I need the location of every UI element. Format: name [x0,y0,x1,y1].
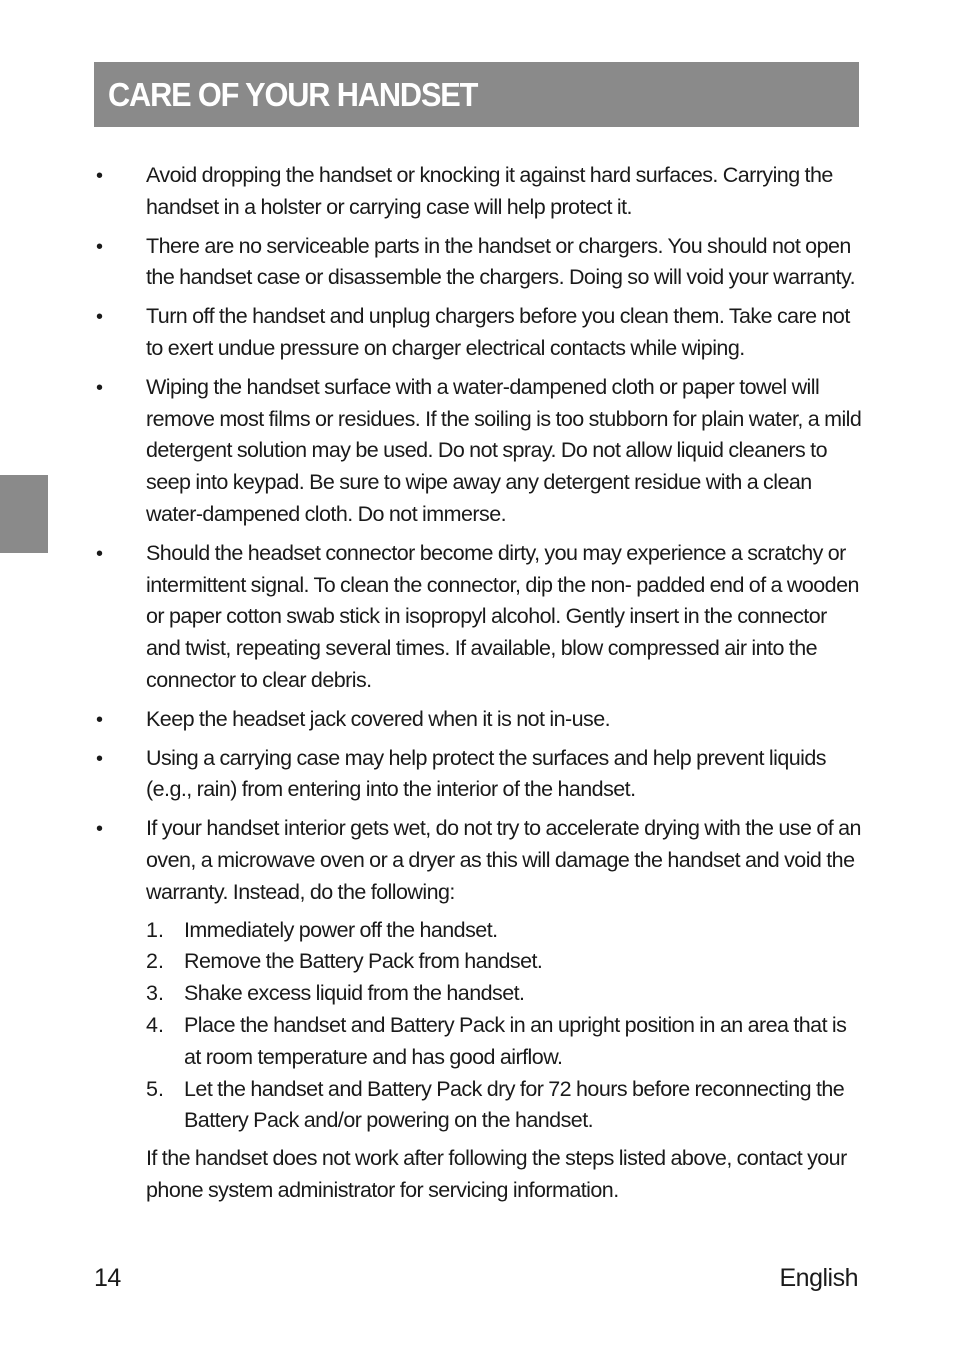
bullet-icon: • [96,376,104,399]
bullet-icon: • [96,165,104,187]
step-item [146,1074,864,1138]
bullet-icon: • [96,708,104,731]
step-number: 5. [146,1076,164,1101]
bullet-item [94,743,864,807]
bullet-icon: • [96,235,104,258]
step-number: 2. [146,949,164,974]
bullet-item [94,538,864,697]
page-number: 14 [94,1264,121,1292]
section-side-tab [0,475,48,553]
bullet-icon: • [96,818,104,841]
care-bullet-list [94,160,864,1207]
step-text: Remove the Battery Pack from handset. [184,949,543,974]
bullet-item [94,301,864,365]
step-number: 3. [146,981,164,1006]
bullet-item [94,231,864,295]
bullet-text: There are no serviceable parts in the handset or chargers. You should not open the handset case or disassemble the chargers. Doing so will void your warranty. [146,233,855,290]
drying-steps-list [146,915,864,1138]
title-bar [94,62,859,127]
page-title: CARE OF YOUR HANDSET [108,75,478,113]
bullet-text: Avoid dropping the handset or knocking it against hard surfaces. Carrying the handset in a holster or carrying case will help protect it. [146,163,833,219]
bullet-text: Wiping the handset surface with a water-dampened cloth or paper towel will remove most films or residues. If the soiling is too stubborn for plain water, a mild detergent solution may be used. Do not spray. Do not allow liquid cleaners to seep into keypad. Be sure to wipe away any detergent residue with a clean water-dampened cloth. Do not immerse. [146,374,862,526]
bullet-icon: • [96,747,104,770]
step-item [146,1010,864,1074]
step-number: 1. [146,917,164,942]
bullet-icon: • [96,542,104,565]
bullet-icon: • [96,306,104,329]
language-label: English [779,1264,858,1292]
step-text: Immediately power off the handset. [184,917,498,942]
step-item [146,978,864,1010]
step-item [146,946,864,978]
bullet-text: If your handset interior gets wet, do not try to accelerate drying with the use of an oven, a microwave oven or a dryer as this will damage the handset and void the warranty. Instead, do the following: [146,816,861,904]
step-text: Let the handset and Battery Pack dry for 72 hours before reconnecting the Battery Pack and/or powering on the handset. [184,1076,845,1133]
bullet-item [94,704,864,736]
step-item [146,915,864,947]
bullet-item [94,372,864,531]
step-text: Place the handset and Battery Pack in an upright position in an area that is at room temperature and has good airflow. [184,1012,847,1069]
bullet-item [94,160,864,224]
bullet-text: Keep the headset jack covered when it is not in-use. [146,706,611,731]
bullet-item [94,813,864,1207]
service-note: If the handset does not work after following the steps listed above, contact your phone system administrator for servicing information. [146,1146,847,1202]
content [94,160,864,1214]
step-number: 4. [146,1012,164,1037]
bullet-text: Should the headset connector become dirty, you may experience a scratchy or intermittent signal. To clean the connector, dip the non- padded end of a wooden or paper cotton swab stick in isopropyl alcohol. Gently insert in the connector and twist, repeating several times. If available, blow compressed air into the connector to clear debris. [146,540,859,692]
bullet-text: Using a carrying case may help protect the surfaces and help prevent liquids (e.g., rain) from entering into the interior of the handset. [146,745,827,802]
step-text: Shake excess liquid from the handset. [184,981,525,1006]
bullet-text: Turn off the handset and unplug chargers before you clean them. Take care not to exert undue pressure on charger electrical contacts while wiping. [146,304,850,360]
